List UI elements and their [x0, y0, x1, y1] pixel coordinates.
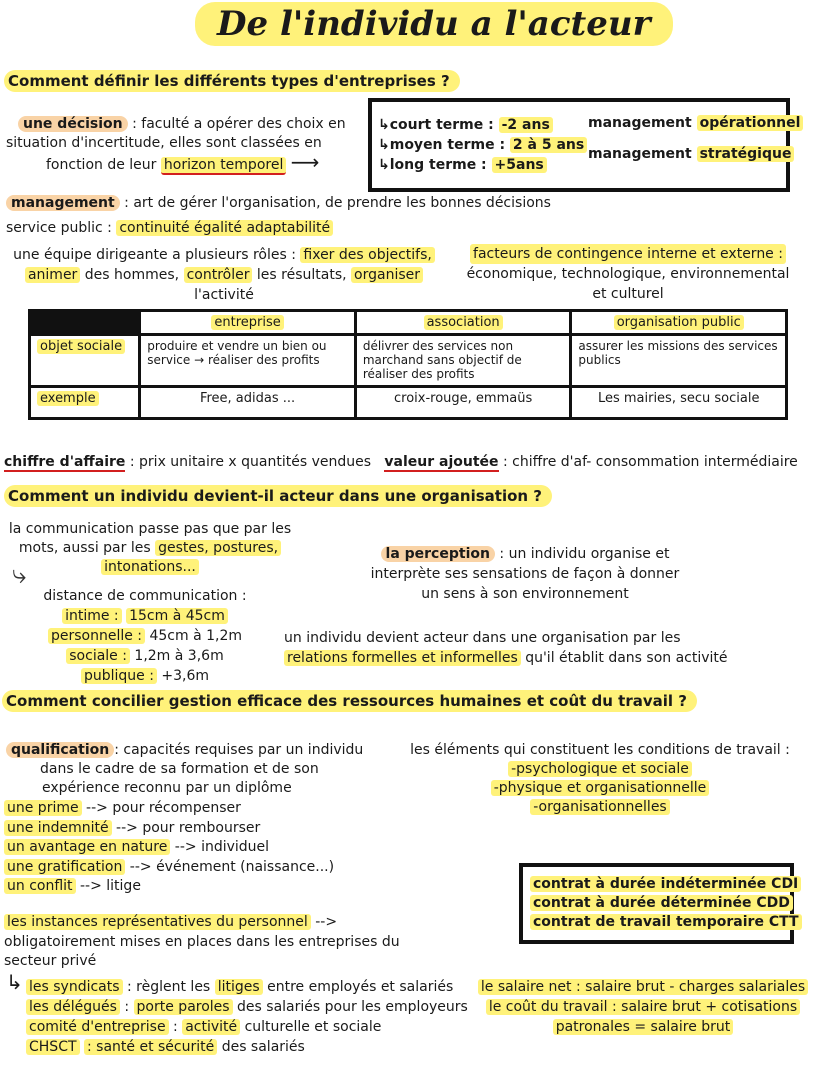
mgmt-strategique: management stratégique	[588, 146, 794, 162]
decision-def3a: fonction de leur	[46, 157, 157, 173]
service-public: service public : continuité égalité adaptabilité	[6, 220, 333, 236]
section1-question	[4, 72, 460, 90]
distance-intime: intime : 15cm à 45cm	[30, 606, 260, 626]
table-corner	[30, 311, 140, 335]
decision-def1: : faculté a opérer des choix en	[132, 116, 346, 132]
decision-block	[6, 115, 346, 175]
management-term: management	[6, 195, 120, 211]
mgmt-operationnel: management opérationnel	[588, 115, 803, 131]
decision-def2: situation d'incertitude, elles sont classées en	[6, 135, 322, 151]
instances-block: les instances représentatives du personnel --> obligatoirement mises en places dans les entreprises du secteur privé	[4, 914, 400, 969]
term-moyen: ↳moyen terme : 2 à 5 ans	[378, 135, 587, 155]
conditions-block: les éléments qui constituent les conditions de travail : -psychologique et sociale -physique et organisationnelle -organisationnelles	[410, 742, 790, 815]
page-title	[195, 4, 673, 44]
list-item: un conflit --> litige	[4, 877, 334, 897]
decision-term: une décision	[18, 116, 128, 132]
acteur-block: un individu devient acteur dans une organisation par les relations formelles et informelles qu'il établit dans son activité	[284, 630, 728, 666]
contrats-list	[530, 875, 802, 932]
table-header: entreprise	[211, 315, 283, 330]
curve-arrow-icon: ↳	[6, 970, 23, 994]
ca-va-line: chiffre d'affaire : prix unitaire x quantités vendues valeur ajoutée : chiffre d'af- consommation intermédiaire	[4, 454, 798, 470]
items-list	[4, 799, 334, 897]
list-item: un avantage en nature --> individuel	[4, 838, 334, 858]
distance-block: distance de communication : intime : 15cm à 45cm personnelle : 45cm à 1,2m sociale : 1,2m à 3,6m publique : +3,6m	[30, 586, 260, 686]
list-item: une gratification --> événement (naissance...)	[4, 858, 334, 878]
table-header: association	[424, 315, 503, 330]
communication-block: la communication passe pas que par les mots, aussi par les gestes, postures, intonations...	[8, 521, 292, 575]
section3-question: Comment concilier gestion efficace des ressources humaines et coût du travail ?	[2, 692, 697, 710]
salaire-block: le salaire net : salaire brut - charges salariales le coût du travail : salaire brut + cotisations patronales = salaire brut	[462, 977, 824, 1037]
distance-publique: publique : +3,6m	[30, 666, 260, 686]
contrat-cdd: contrat à durée déterminée CDD	[530, 895, 793, 911]
table-cell: Les mairies, secu sociale	[571, 387, 787, 419]
distance-sociale: sociale : 1,2m à 3,6m	[30, 646, 260, 666]
term-long: ↳long terme : +5ans	[378, 155, 587, 175]
facteurs-block: facteurs de contingence interne et externe : économique, technologique, environnemental et culturel	[466, 246, 790, 302]
table-row-label: objet sociale	[37, 339, 125, 354]
contrat-cdi: contrat à durée indéterminée CDI	[530, 876, 801, 892]
curve-arrow-icon: ⤷	[12, 560, 27, 590]
table-cell: Free, adidas ...	[140, 387, 356, 419]
perception-block: la perception : un individu organise et interprète ses sensations de façon à donner un sens à son environnement	[370, 546, 680, 602]
table-cell: délivrer des services non marchand sans objectif de réaliser des profits	[355, 335, 571, 387]
terms-list	[378, 115, 587, 175]
list-item: une indemnité --> pour rembourser	[4, 819, 334, 839]
equipe-block: une équipe dirigeante a plusieurs rôles : fixer des objectifs, animer des hommes, contrôler les résultats, organiser l'activité	[4, 245, 444, 305]
management-def: management : art de gérer l'organisation, de prendre les bonnes décisions	[6, 195, 551, 211]
page-title-text: De l'individu a l'acteur	[195, 2, 673, 46]
table-cell: croix-rouge, emmaüs	[355, 387, 571, 419]
qualification-block: qualification : capacités requises par un individu dans le cadre de sa formation et de son expérience reconnu par un diplôme	[6, 741, 363, 798]
table-header: organisation public	[614, 315, 744, 330]
table-cell: produire et vendre un bien ou service → réaliser des profits	[140, 335, 356, 387]
representants-block: les syndicats : règlent les litiges entre employés et salariés les délégués : porte paroles des salariés pour les employeurs comité d'entreprise : activité culturelle et sociale CHSCT : santé et sécurité des salariés	[26, 977, 468, 1057]
section1-question-text: Comment définir les différents types d'entreprises ?	[4, 70, 460, 92]
contrat-ctt: contrat de travail temporaire CTT	[530, 914, 802, 930]
term-court: ↳court terme : -2 ans	[378, 115, 587, 135]
list-item: une prime --> pour récompenser	[4, 799, 334, 819]
decision-horizon: horizon temporel	[161, 157, 286, 175]
distance-personnelle: personnelle : 45cm à 1,2m	[30, 626, 260, 646]
table-cell: assurer les missions des services publics	[571, 335, 787, 387]
ca-term: chiffre d'affaire	[4, 454, 126, 470]
decision-arrow: ⟶	[290, 150, 320, 174]
section2-question: Comment un individu devient-il acteur dans une organisation ?	[4, 487, 552, 505]
va-term: valeur ajoutée	[384, 454, 499, 470]
table-row-label: exemple	[37, 391, 99, 406]
organisation-table	[28, 309, 788, 420]
